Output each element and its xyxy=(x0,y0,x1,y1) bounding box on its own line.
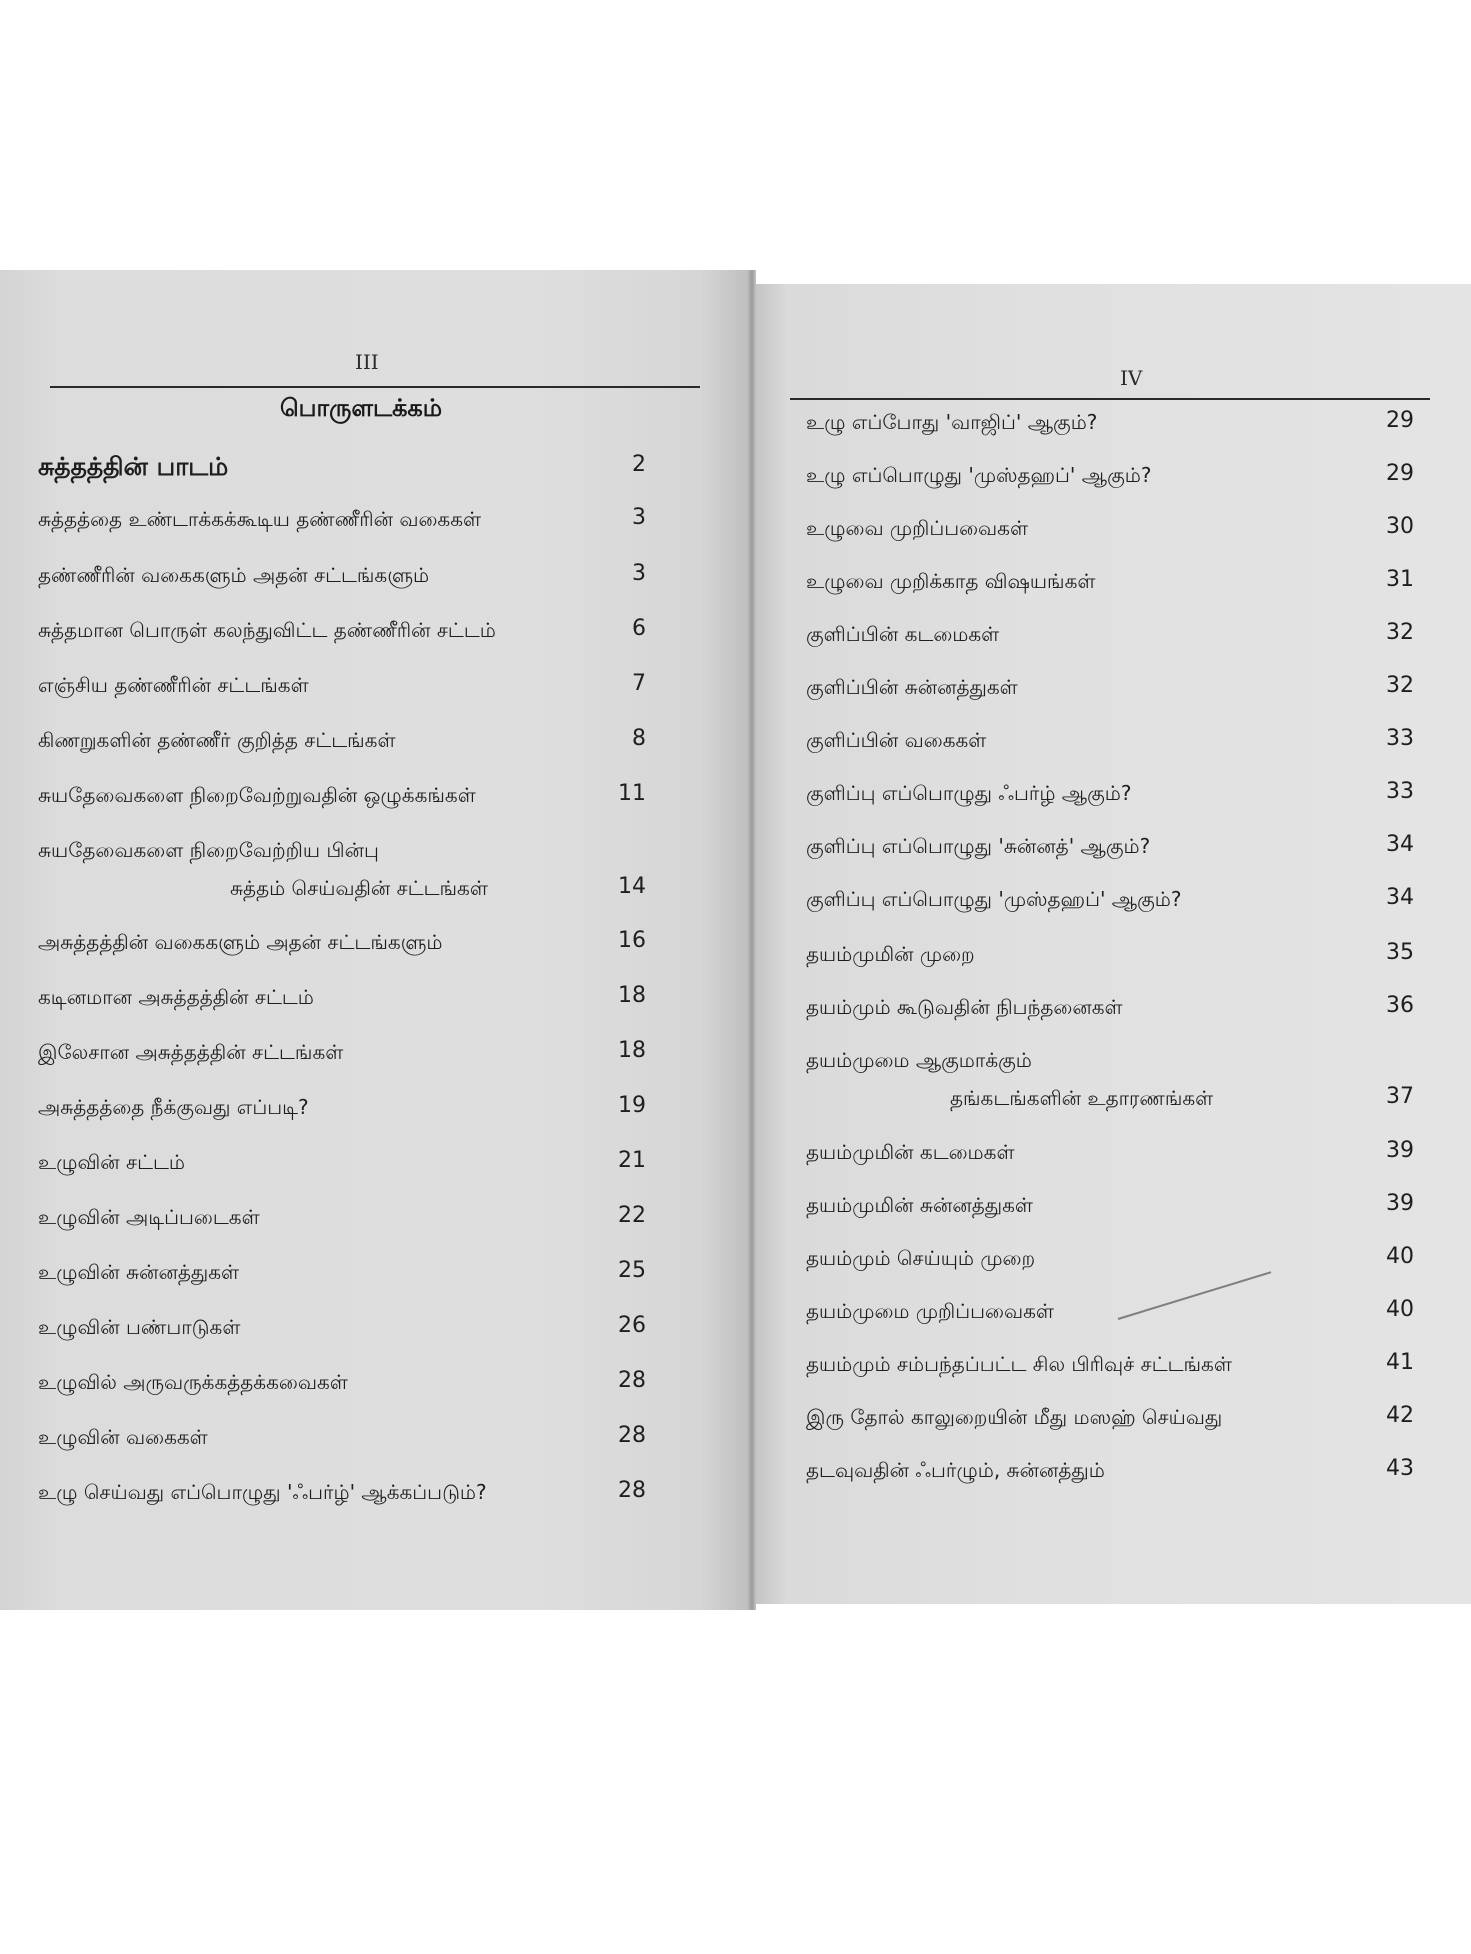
toc-page-number: 36 xyxy=(1386,993,1414,1018)
toc-page-number: 6 xyxy=(632,616,646,641)
left-page-number: III xyxy=(355,350,379,374)
toc-entry: சுயதேவைகளை நிறைவேற்றுவதின் ஒழுக்கங்கள் xyxy=(38,783,476,807)
toc-page-number: 28 xyxy=(618,1423,646,1448)
toc-page-number: 40 xyxy=(1386,1244,1414,1269)
toc-page-number: 29 xyxy=(1386,408,1414,433)
toc-entry: சுத்தமான பொருள் கலந்துவிட்ட தண்ணீரின் சட்டம் xyxy=(38,618,496,642)
right-page-number: IV xyxy=(1120,366,1143,390)
toc-page-number: 39 xyxy=(1386,1138,1414,1163)
toc-entry: சுத்தத்தின் பாடம் xyxy=(38,452,229,481)
toc-entry: இலேசான அசுத்தத்தின் சட்டங்கள் xyxy=(38,1040,344,1064)
toc-entry: உழுவின் வகைகள் xyxy=(38,1425,208,1449)
toc-page-number: 2 xyxy=(632,452,646,477)
toc-entry: உழுவை முறிக்காத விஷயங்கள் xyxy=(806,569,1096,593)
toc-page-number: 39 xyxy=(1386,1191,1414,1216)
toc-page-number: 35 xyxy=(1386,940,1414,965)
toc-entry: தயம்மும் சம்பந்தப்பட்ட சில பிரிவுச் சட்டங்கள் xyxy=(806,1352,1232,1376)
toc-entry-continuation: சுத்தம் செய்வதின் சட்டங்கள் xyxy=(230,876,488,900)
toc-entry: குளிப்பின் வகைகள் xyxy=(806,728,987,752)
toc-entry: உழு செய்வது எப்பொழுது 'ஃபர்ழ்' ஆக்கப்படும்? xyxy=(38,1480,487,1504)
toc-page-number: 25 xyxy=(618,1258,646,1283)
toc-page-number: 29 xyxy=(1386,461,1414,486)
toc-entry: கடினமான அசுத்தத்தின் சட்டம் xyxy=(38,985,314,1009)
toc-entry: தயம்முமை ஆகுமாக்கும் xyxy=(806,1048,1032,1072)
toc-entry: குளிப்பு எப்பொழுது ஃபர்ழ் ஆகும்? xyxy=(806,781,1132,805)
toc-entry: உழுவின் அடிப்படைகள் xyxy=(38,1205,260,1229)
toc-page-number: 34 xyxy=(1386,885,1414,910)
toc-page-number: 40 xyxy=(1386,1297,1414,1322)
toc-page-number: 32 xyxy=(1386,673,1414,698)
toc-entry: அசுத்தத்தின் வகைகளும் அதன் சட்டங்களும் xyxy=(38,930,443,954)
toc-page-number: 22 xyxy=(618,1203,646,1228)
toc-entry: தயம்முமின் கடமைகள் xyxy=(806,1140,1015,1164)
toc-page-number: 21 xyxy=(618,1148,646,1173)
toc-entry: உழுவை முறிப்பவைகள் xyxy=(806,516,1029,540)
toc-entry: உழுவின் பண்பாடுகள் xyxy=(38,1315,241,1339)
toc-entry: தயம்முமின் முறை xyxy=(806,942,975,966)
toc-page-number: 34 xyxy=(1386,832,1414,857)
toc-page-number: 11 xyxy=(618,781,646,806)
toc-entry: எஞ்சிய தண்ணீரின் சட்டங்கள் xyxy=(38,673,309,697)
toc-entry: குளிப்பு எப்பொழுது 'சுன்னத்' ஆகும்? xyxy=(806,834,1151,858)
toc-entry-continuation: தங்கடங்களின் உதாரணங்கள் xyxy=(950,1086,1214,1110)
toc-page-number: 28 xyxy=(618,1478,646,1503)
toc-page-number: 28 xyxy=(618,1368,646,1393)
toc-entry: தயம்முமின் சுன்னத்துகள் xyxy=(806,1193,1033,1217)
toc-entry: கிணறுகளின் தண்ணீர் குறித்த சட்டங்கள் xyxy=(38,728,396,752)
toc-page-number: 19 xyxy=(618,1093,646,1118)
toc-page-number: 30 xyxy=(1386,514,1414,539)
toc-entry: சுயதேவைகளை நிறைவேற்றிய பின்பு xyxy=(38,838,379,862)
toc-entry: தடவுவதின் ஃபர்ழும், சுன்னத்தும் xyxy=(806,1458,1105,1482)
toc-entry: உழு எப்போது 'வாஜிப்' ஆகும்? xyxy=(806,410,1098,434)
toc-page-number: 33 xyxy=(1386,779,1414,804)
toc-page-number: 8 xyxy=(632,726,646,751)
book-gutter xyxy=(748,270,756,1610)
toc-page-number: 42 xyxy=(1386,1403,1414,1428)
toc-entry: உழுவில் அருவருக்கத்தக்கவைகள் xyxy=(38,1370,348,1394)
toc-page-number: 3 xyxy=(632,561,646,586)
right-header-rule xyxy=(790,398,1430,400)
left-header-rule xyxy=(50,386,700,388)
toc-page-number: 31 xyxy=(1386,567,1414,592)
toc-page-number: 18 xyxy=(618,1038,646,1063)
toc-page-number: 7 xyxy=(632,671,646,696)
toc-page-number: 14 xyxy=(618,874,646,899)
toc-entry: தயம்மும் செய்யும் முறை xyxy=(806,1246,1036,1270)
toc-page-number: 18 xyxy=(618,983,646,1008)
toc-page-number: 26 xyxy=(618,1313,646,1338)
toc-entry: தயம்மும் கூடுவதின் நிபந்தனைகள் xyxy=(806,995,1123,1019)
toc-entry: குளிப்பின் கடமைகள் xyxy=(806,622,1000,646)
toc-page-number: 16 xyxy=(618,928,646,953)
toc-page-number: 41 xyxy=(1386,1350,1414,1375)
toc-title: பொருளடக்கம் xyxy=(280,394,443,422)
toc-entry: இரு தோல் காலுறையின் மீது மஸஹ் செய்வது xyxy=(806,1405,1223,1429)
toc-entry: அசுத்தத்தை நீக்குவது எப்படி? xyxy=(38,1095,309,1119)
toc-entry: உழுவின் சுன்னத்துகள் xyxy=(38,1260,240,1284)
toc-page-number: 37 xyxy=(1386,1084,1414,1109)
toc-entry: சுத்தத்தை உண்டாக்கக்கூடிய தண்ணீரின் வகைகள் xyxy=(38,507,482,531)
toc-page-number: 33 xyxy=(1386,726,1414,751)
toc-page-number: 3 xyxy=(632,505,646,530)
toc-entry: தயம்முமை முறிப்பவைகள் xyxy=(806,1299,1054,1323)
toc-entry: தண்ணீரின் வகைகளும் அதன் சட்டங்களும் xyxy=(38,563,430,587)
toc-entry: குளிப்பின் சுன்னத்துகள் xyxy=(806,675,1018,699)
toc-page-number: 43 xyxy=(1386,1456,1414,1481)
toc-entry: குளிப்பு எப்பொழுது 'முஸ்தஹப்' ஆகும்? xyxy=(806,887,1182,911)
toc-entry: உழு எப்பொழுது 'முஸ்தஹப்' ஆகும்? xyxy=(806,463,1152,487)
toc-entry: உழுவின் சட்டம் xyxy=(38,1150,186,1174)
toc-page-number: 32 xyxy=(1386,620,1414,645)
